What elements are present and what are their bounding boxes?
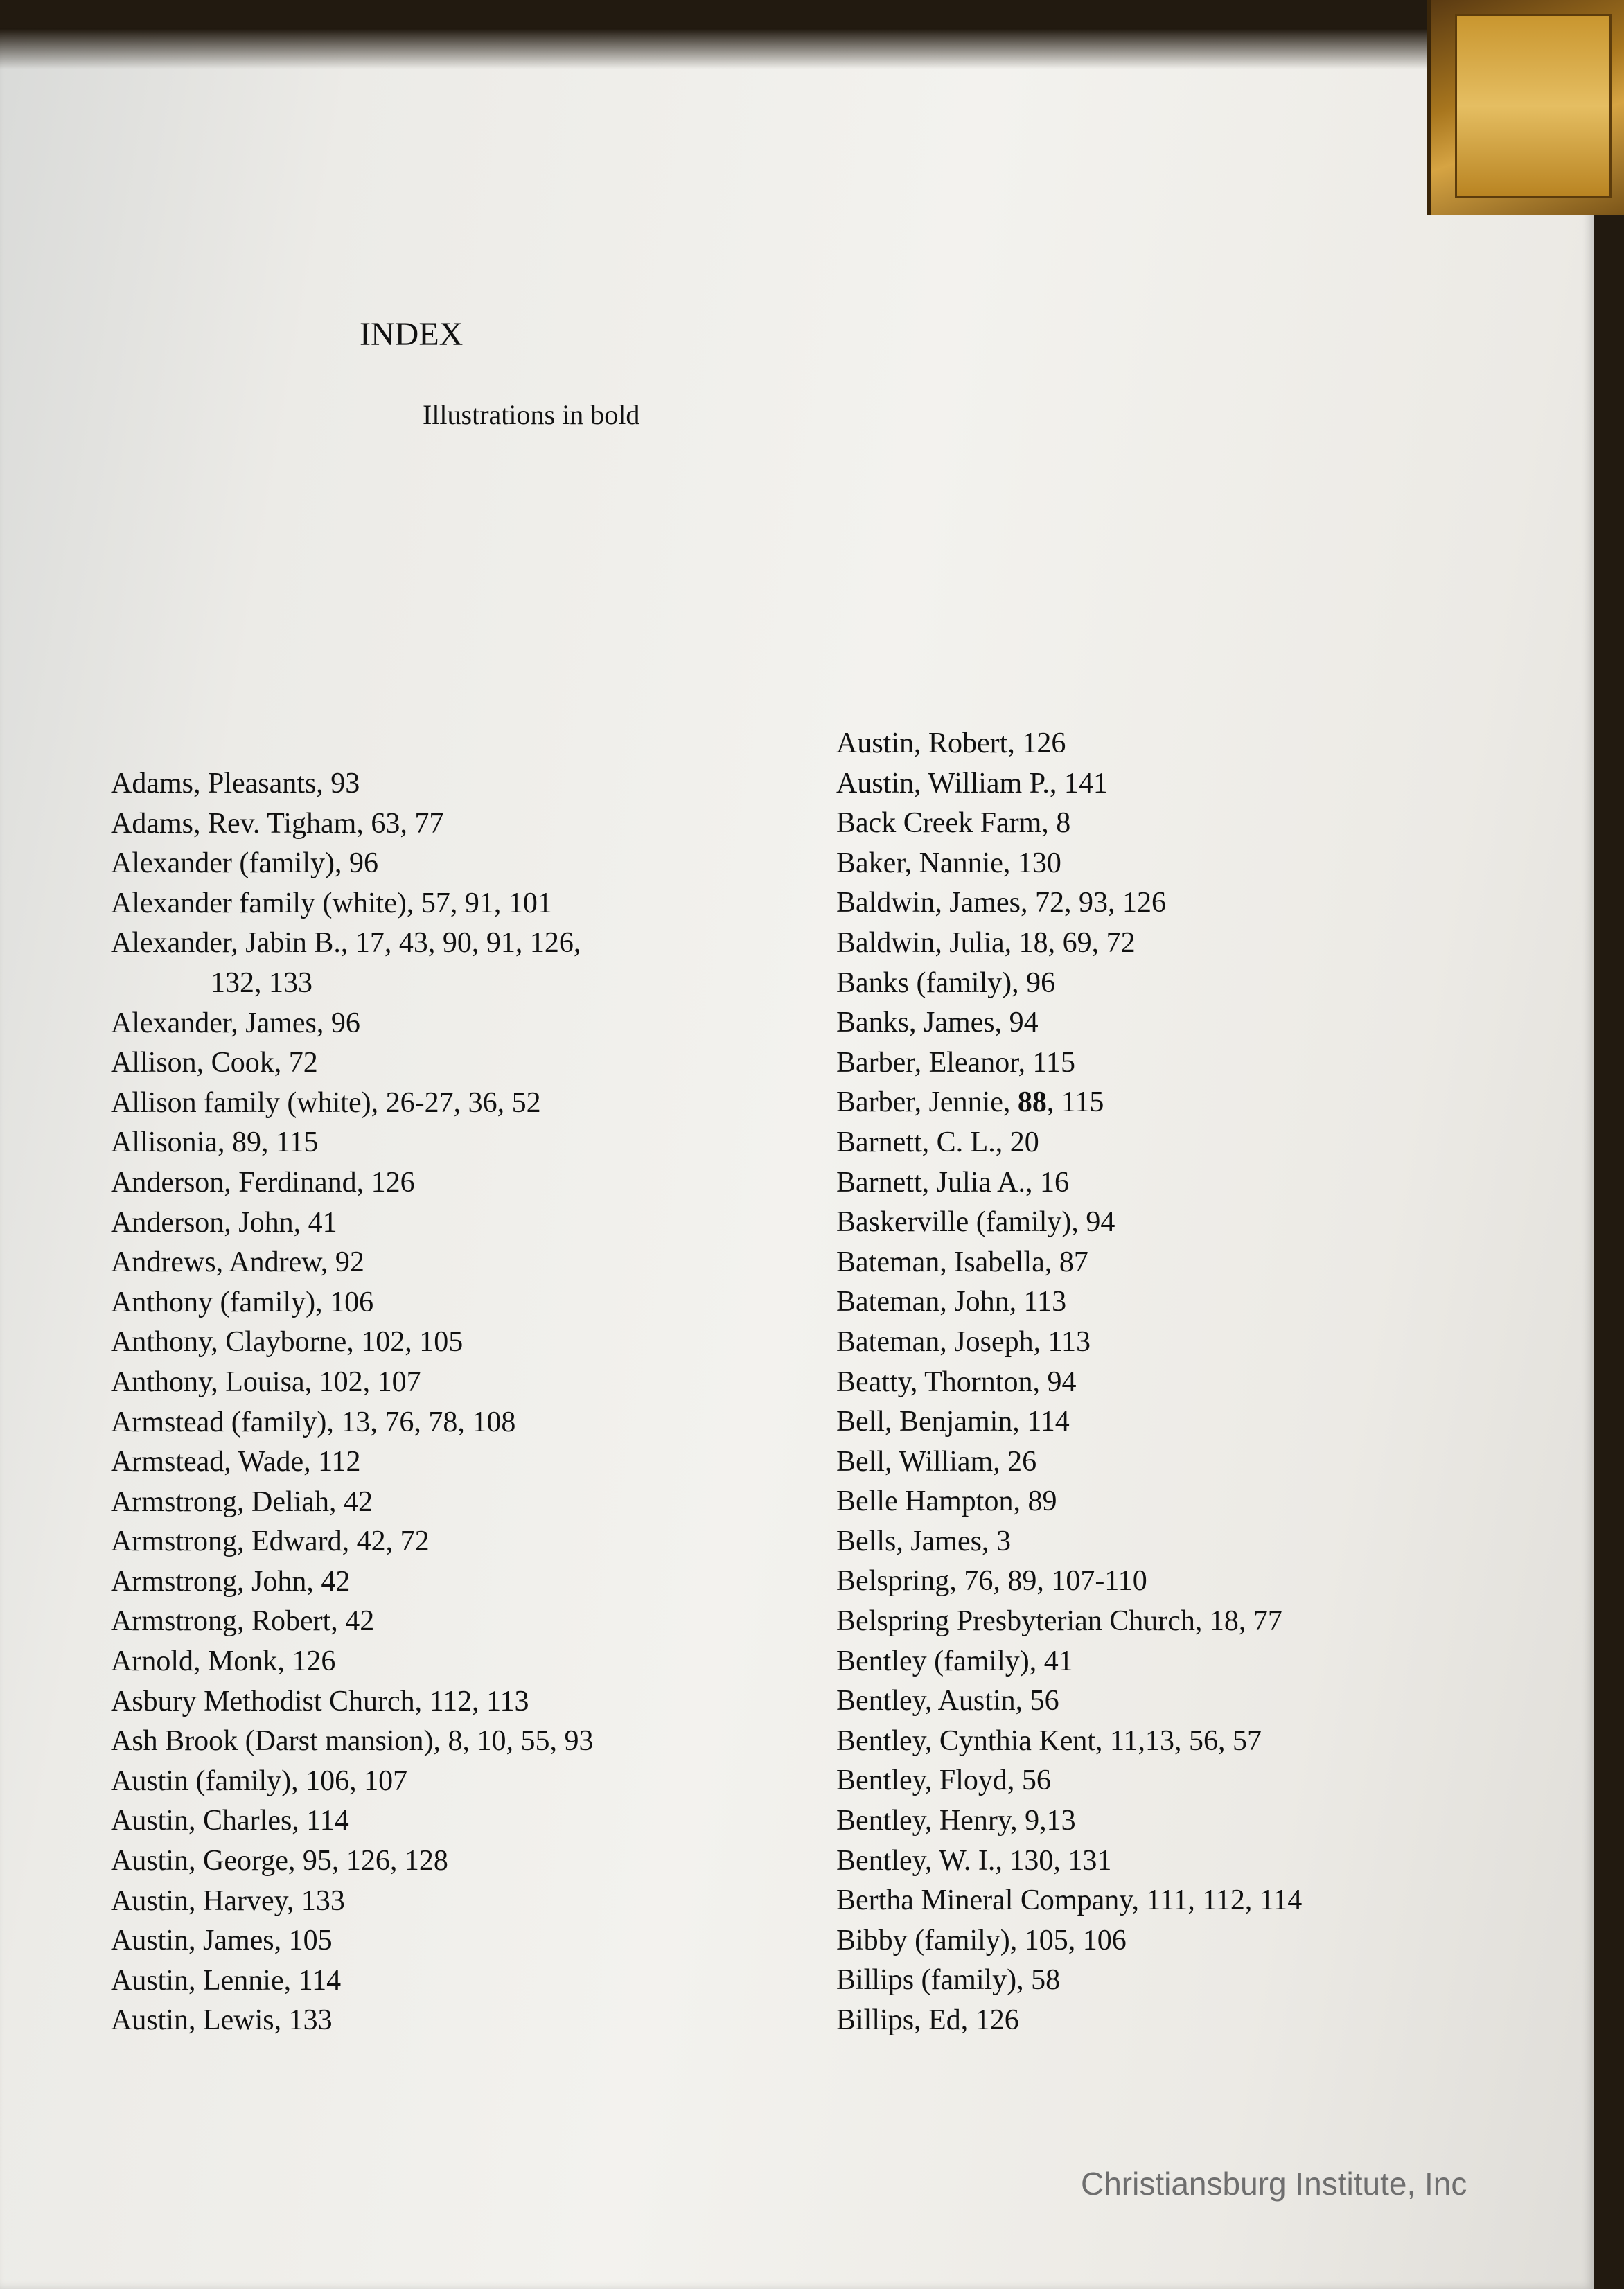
index-entry [111,1522,593,1562]
index-entry-text: Adams, Pleasants, 93 [111,768,360,799]
index-entry [111,1841,593,1882]
index-entry-text: Baldwin, Julia, 18, 69, 72 [836,926,1136,959]
index-entry [111,1043,593,1084]
index-entry-text: Bertha Mineral Company, 111, 112, 114 [836,1884,1303,1917]
index-entry-text: Belspring Presbyterian Church, 18, 77 [836,1605,1282,1638]
index-entry [111,1163,593,1203]
index-entry [111,1323,593,1363]
index-entry [836,764,1302,804]
index-entry-text: Bell, Benjamin, 114 [836,1406,1070,1438]
index-entry-text: Asbury Methodist Church, 112, 113 [111,1685,529,1717]
index-entry [111,1682,593,1722]
index-entry [836,1801,1302,1841]
index-entry [111,1961,593,2001]
index-entry [836,1043,1302,1084]
index-entry [836,1562,1302,1602]
index-column-left [111,764,593,2041]
index-entry [111,1722,593,1762]
page-title: INDEX [360,316,464,353]
index-entry [111,1403,593,1443]
index-entry [836,1722,1302,1762]
index-entry [836,1841,1302,1882]
index-entry [836,1123,1302,1163]
index-entry [836,1402,1302,1442]
index-entry-text: Allisonia, 89, 115 [111,1126,319,1159]
index-entry-text: Anderson, John, 41 [111,1206,337,1239]
index-entry-text: Austin (family), 106, 107 [111,1765,408,1797]
index-entry-text: Billips, Ed, 126 [836,2004,1019,2036]
index-entry [836,1243,1302,1283]
index-entry-text: 132, 133 [211,966,312,999]
index-entry [836,883,1302,923]
binder-tab [1455,14,1612,198]
index-entry-text: Anthony (family), 106 [111,1286,374,1318]
index-entry-text: Armstrong, Robert, 42 [111,1605,375,1638]
page-subtitle: Illustrations in bold [423,399,640,430]
index-entry [836,804,1302,844]
index-entry [836,2001,1302,2041]
index-entry [111,1442,593,1483]
index-entry [836,1482,1302,1522]
index-entry-text: Austin, James, 105 [111,1925,333,1957]
index-entry-text: Belspring, 76, 89, 107-110 [836,1565,1147,1598]
index-entry-text: Adams, Rev. Tigham, 63, 77 [111,807,444,840]
index-entry-text: Bibby (family), 105, 106 [836,1924,1127,1956]
index-entry-text: Back Creek Farm, 8 [836,807,1071,840]
index-entry-text: Austin, Harvey, 133 [111,1884,345,1917]
index-entry [111,1203,593,1244]
index-entry-text: Bell, William, 26 [836,1445,1037,1478]
index-entry-text: Austin, Robert, 126 [836,727,1066,759]
index-entry [836,1921,1302,1961]
index-entry-text: Andrews, Andrew, 92 [111,1246,364,1279]
index-entry-text: Anderson, Ferdinand, 126 [111,1166,415,1199]
index-entry [836,1282,1302,1323]
index-entry-text: Allison, Cook, 72 [111,1047,318,1079]
index-entry [111,804,593,845]
index-entry [836,1961,1302,2001]
index-entry-text: Barber, Eleanor, 115 [836,1046,1075,1079]
index-entry-text: Anthony, Louisa, 102, 107 [111,1366,421,1398]
index-column-right [836,724,1302,2041]
index-entry [111,1562,593,1602]
index-entry-text: Armstrong, Edward, 42, 72 [111,1526,430,1558]
index-entry-text-after: , 115 [1046,1086,1104,1119]
index-entry [836,1442,1302,1483]
index-entry [836,1323,1302,1363]
index-entry [111,1762,593,1802]
index-entry [836,1522,1302,1562]
index-entry-text: Banks (family), 96 [836,966,1056,999]
index-entry-text: Belle Hampton, 89 [836,1485,1057,1518]
index-entry [836,1881,1302,1921]
index-entry-text: Allison family (white), 26-27, 36, 52 [111,1086,541,1119]
index-entry-text: Baskerville (family), 94 [836,1206,1115,1239]
index-entry-text: Bateman, Isabella, 87 [836,1246,1088,1278]
illustration-page-ref: 88 [1017,1086,1047,1119]
index-entry-text: Austin, William P., 141 [836,767,1108,799]
index-entry [111,1921,593,1961]
index-entry-text: Banks, James, 94 [836,1007,1039,1039]
index-entry-text: Billips (family), 58 [836,1964,1061,1997]
index-entry-text: Armstrong, John, 42 [111,1565,351,1598]
index-entry-text: Barber, Jennie, [836,1086,1018,1119]
index-entry-text: Barnett, C. L., 20 [836,1126,1039,1158]
index-entry [111,1882,593,1922]
index-entry-text: Arnold, Monk, 126 [111,1645,336,1678]
index-entry-text: Bateman, Joseph, 113 [836,1325,1091,1358]
index-entry [111,2001,593,2041]
index-entry [111,1801,593,1841]
index-entry-text: Bentley (family), 41 [836,1645,1073,1677]
index-entry-text: Baldwin, James, 72, 93, 126 [836,887,1166,919]
index-entry-text: Bentley, Henry, 9,13 [836,1805,1076,1837]
index-entry-text: Alexander, Jabin B., 17, 43, 90, 91, 126, [111,927,581,960]
index-entry [111,1283,593,1323]
index-entry-text: Bells, James, 3 [836,1525,1011,1557]
index-entry [111,1483,593,1523]
index-entry-text: Armstrong, Deliah, 42 [111,1485,373,1518]
page-top-shadow [0,28,1594,69]
index-entry [836,844,1302,884]
index-entry [111,1004,593,1044]
index-entry-text: Austin, George, 95, 126, 128 [111,1845,448,1877]
index-entry [836,724,1302,764]
index-entry [836,1203,1302,1243]
index-entry [836,923,1302,964]
index-entry-text: Alexander family (white), 57, 91, 101 [111,887,552,919]
index-entry [111,844,593,884]
index-entry-text: Anthony, Clayborne, 102, 105 [111,1326,464,1359]
index-entry [836,1602,1302,1642]
index-entry-text: Alexander (family), 96 [111,847,379,880]
index-entry [836,1003,1302,1043]
index-entry [111,1123,593,1163]
index-entry [111,1084,593,1124]
index-entry-text: Bentley, Cynthia Kent, 11,13, 56, 57 [836,1724,1262,1757]
index-entry-text: Ash Brook (Darst mansion), 8, 10, 55, 93 [111,1725,594,1758]
index-entry-text: Beatty, Thornton, 94 [836,1366,1077,1398]
index-entry-text: Bentley, Austin, 56 [836,1685,1059,1717]
index-entry-text: Alexander, James, 96 [111,1007,360,1039]
index-entry-text: Bentley, W. I., 130, 131 [836,1844,1112,1877]
index-entry [836,1083,1302,1123]
index-entry [836,1163,1302,1203]
index-entry [836,1363,1302,1403]
index-entry-text: Armstead, Wade, 112 [111,1446,361,1478]
index-entry [111,1602,593,1642]
index-entry [111,1642,593,1682]
index-entry [836,1642,1302,1682]
index-entry-text: Austin, Lennie, 114 [111,1964,342,1997]
index-entry-text: Bentley, Floyd, 56 [836,1765,1051,1797]
index-entry [111,1363,593,1403]
index-entry [111,1243,593,1283]
index-entry-text: Austin, Lewis, 133 [111,2004,333,2037]
index-entry-text: Bateman, John, 113 [836,1286,1067,1318]
index-entry [111,923,593,964]
index-entry-text: Baker, Nannie, 130 [836,847,1061,879]
index-entry-text: Barnett, Julia A., 16 [836,1166,1069,1199]
index-entry [836,1761,1302,1801]
index-entry [111,764,593,804]
index-entry-continuation [111,964,593,1004]
index-entry [836,964,1302,1004]
index-entry [836,1681,1302,1722]
watermark: Christiansburg Institute, Inc [1081,2166,1467,2202]
index-entry-text: Armstead (family), 13, 76, 78, 108 [111,1406,516,1438]
index-entry [111,884,593,924]
index-entry-text: Austin, Charles, 114 [111,1805,349,1837]
